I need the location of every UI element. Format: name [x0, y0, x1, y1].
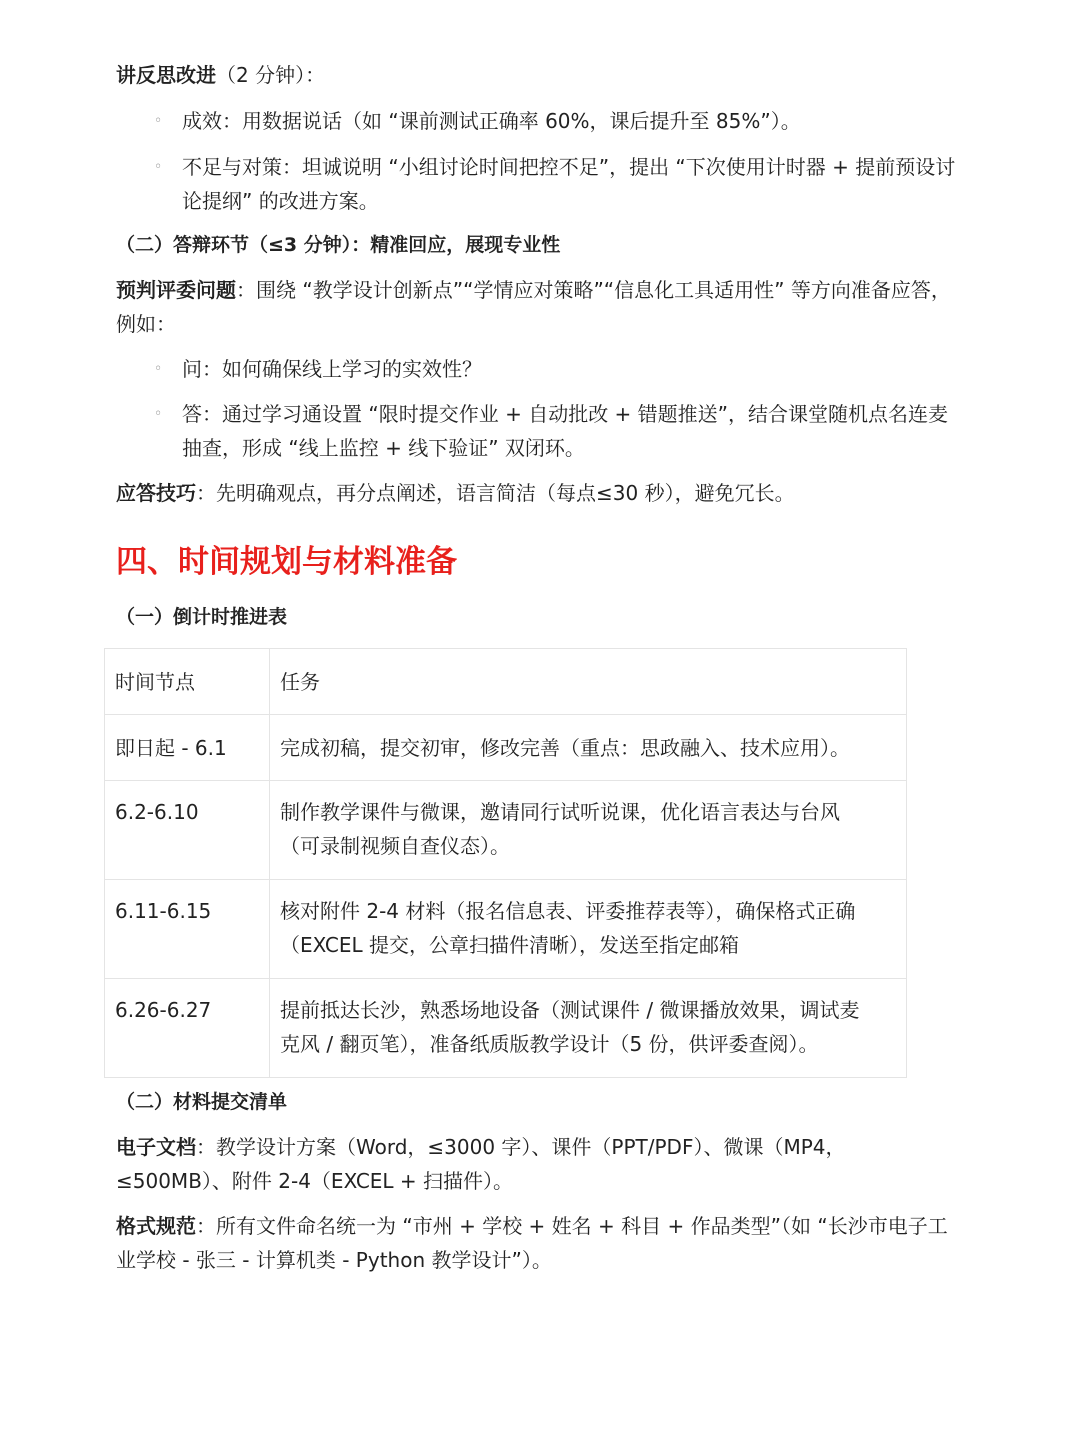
table-row: [105, 880, 907, 979]
reflect-heading: [116, 58, 325, 92]
table-row: [105, 715, 907, 781]
table-header-time: 时间节点: [105, 649, 270, 715]
list-item: 不足与对策：坦诚说明 “小组讨论时间把控不足”，提出 “下次使用计时器 + 提前预设讨: [182, 155, 956, 179]
bullet-dot-icon: ◦: [154, 159, 163, 175]
countdown-subheading: （一）倒计时推进表: [116, 606, 288, 628]
countdown-table: [104, 648, 907, 1078]
defense-heading: （二）答辩环节（≤3 分钟）：精准回应，展现专业性: [116, 234, 561, 256]
qa-answer-cont: 抽查，形成 “线上监控 + 线下验证” 双闭环。: [182, 436, 585, 460]
section-four-title: 四、时间规划与材料准备: [116, 544, 457, 580]
table-cell-time: 6.26-6.27: [105, 979, 270, 1078]
table-row: [105, 781, 907, 880]
format-paragraph: 格式规范：所有文件命名统一为 “市州 + 学校 + 姓名 + 科目 + 作品类型”（如 “长沙市电子工: [116, 1214, 948, 1238]
bullet-dot-icon: ◦: [154, 113, 163, 129]
qa-question: 问：如何确保线上学习的实效性？: [182, 357, 482, 381]
table-header-task: 任务: [270, 649, 907, 715]
list-item: 成效：用数据说话（如 “课前测试正确率 60%，课后提升至 85%”）。: [182, 109, 801, 133]
format-paragraph-cont: 业学校 - 张三 - 计算机类 - Python 教学设计”）。: [116, 1248, 552, 1272]
table-cell-task: 核对附件 2-4 材料（报名信息表、评委推荐表等），确保格式正确 （EXCEL 提交，公章扫描件清晰），发送至指定邮箱: [270, 880, 907, 979]
electronic-paragraph: 电子文档：教学设计方案（Word，≤3000 字）、课件（PPT/PDF）、微课（MP4，: [116, 1135, 846, 1159]
bullet-dot-icon: ◦: [154, 406, 163, 422]
electronic-paragraph-cont: ≤500MB）、附件 2-4（EXCEL + 扫描件）。: [116, 1169, 514, 1193]
table-cell-time: 6.2-6.10: [105, 781, 270, 880]
predict-paragraph: 预判评委问题：围绕 “教学设计创新点”“学情应对策略”“信息化工具适用性” 等方向准备应答，: [116, 278, 951, 302]
table-cell-task: 提前抵达长沙，熟悉场地设备（测试课件 / 微课播放效果，调试麦 克风 / 翻页笔），准备纸质版教学设计（5 份，供评委查阅）。: [270, 979, 907, 1078]
table-row: [105, 979, 907, 1078]
list-item-continuation: 论提纲” 的改进方案。: [182, 189, 379, 213]
predict-paragraph-cont: 例如：: [116, 312, 176, 336]
materials-subheading: （二）材料提交清单: [116, 1091, 288, 1113]
reflect-heading-rest: （2 分钟）：: [216, 63, 326, 87]
table-cell-task: 制作教学课件与微课，邀请同行试听说课，优化语言表达与台风 （可录制视频自查仪态）。: [270, 781, 907, 880]
table-cell-task: 完成初稿，提交初审，修改完善（重点：思政融入、技术应用）。: [270, 715, 907, 781]
table-cell-time: 6.11-6.15: [105, 880, 270, 979]
table-cell-time: 即日起 - 6.1: [105, 715, 270, 781]
tips-paragraph: 应答技巧：先明确观点，再分点阐述，语言简洁（每点≤30 秒），避免冗长。: [116, 481, 795, 505]
table-header-row: [105, 649, 907, 715]
reflect-heading-bold: 讲反思改进: [116, 63, 216, 87]
qa-answer: 答：通过学习通设置 “限时提交作业 + 自动批改 + 错题推送”，结合课堂随机点名连麦: [182, 402, 949, 426]
bullet-dot-icon: ◦: [154, 361, 163, 377]
